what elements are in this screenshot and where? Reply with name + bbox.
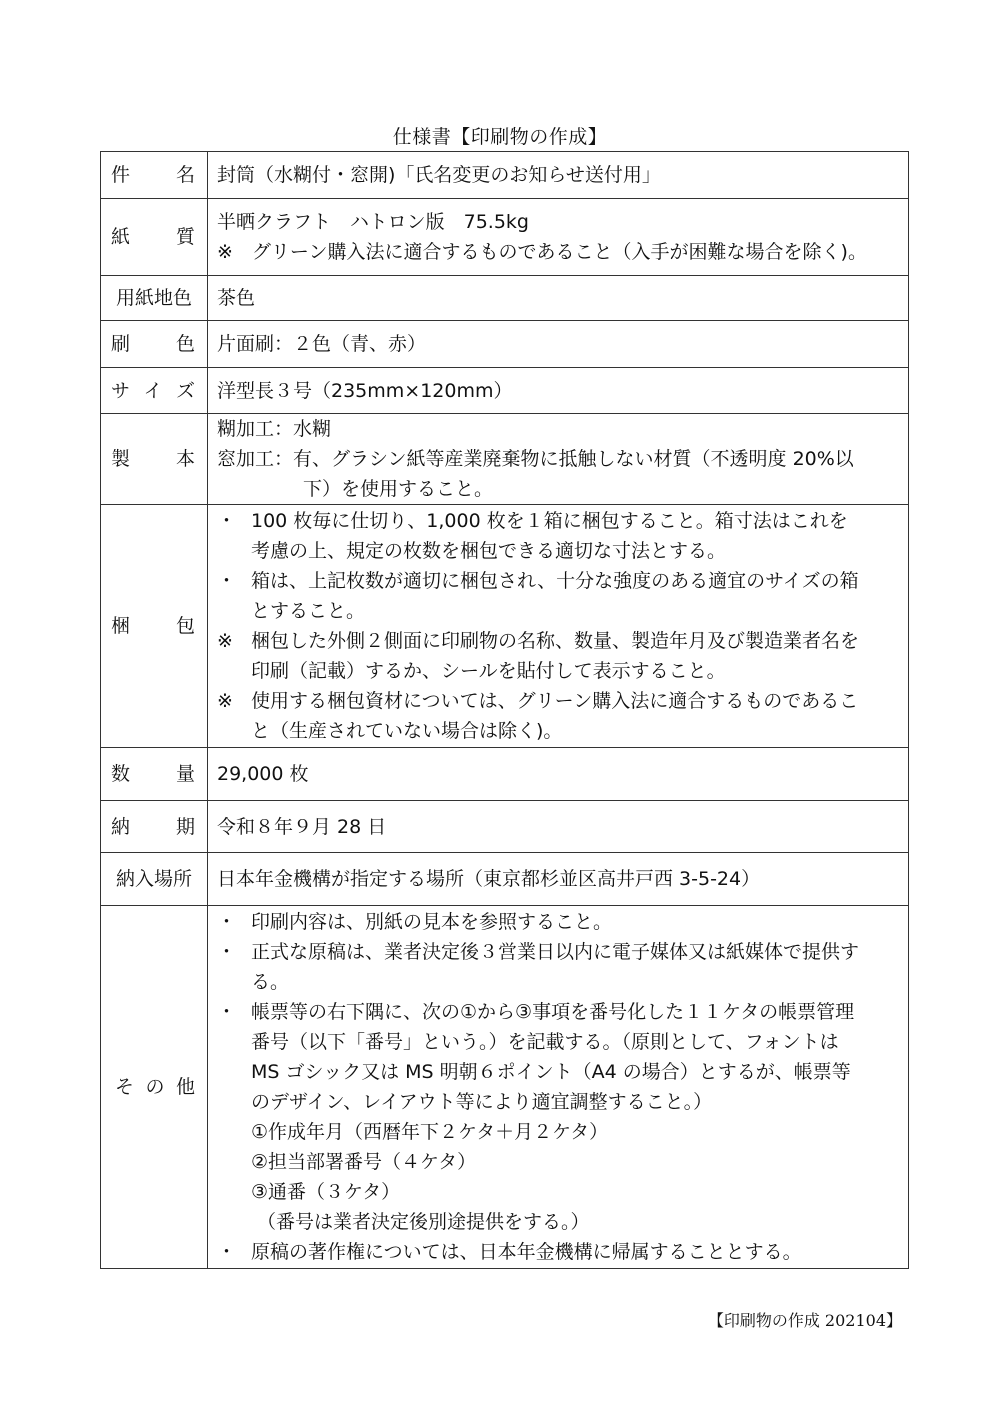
packing-item: ※ 梱包した外側２側面に印刷物の名称、数量、製造年月及び製造業者名を 印刷（記載）するか、シールを貼付して表示すること。	[217, 630, 860, 682]
number-part: ③通番（３ケタ）	[251, 1181, 401, 1203]
row-size	[101, 368, 909, 414]
row-label: 用紙地色	[115, 287, 192, 309]
row-base-color	[101, 276, 909, 321]
row-packing	[101, 505, 909, 748]
row-quantity	[101, 748, 909, 801]
row-paper	[101, 199, 909, 276]
row-value: 令和８年９月 28 日	[208, 801, 909, 853]
binding-line: 窓加工：有、グラシン紙等産業廃棄物に抵触しない材質（不透明度 20%以	[217, 448, 854, 470]
row-label: 梱 包	[111, 615, 195, 637]
row-label: 納 期	[111, 815, 195, 838]
document-footer: 【印刷物の作成 202104】	[707, 1311, 902, 1330]
row-label: 納入場所	[115, 868, 192, 890]
paper-line: 半晒クラフト ハトロン版 75.5kg	[217, 211, 529, 233]
row-other	[101, 906, 909, 1269]
binding-line: 糊加工：水糊	[217, 418, 332, 440]
row-value: 日本年金機構が指定する場所（東京都杉並区高井戸西 3-5-24）	[208, 853, 909, 906]
spec-table	[100, 151, 909, 1269]
row-label: 件 名	[111, 164, 195, 186]
row-name	[101, 152, 909, 199]
document-title: 仕様書【印刷物の作成】	[392, 126, 608, 148]
row-binding	[101, 414, 909, 505]
row-label: 紙 質	[111, 226, 195, 248]
row-label: 数 量	[111, 763, 195, 785]
row-label: 刷 色	[111, 333, 195, 355]
row-value: 封筒（水糊付・窓開)「氏名変更のお知らせ送付用」	[208, 152, 909, 199]
packing-item: ・ 100 枚毎に仕切り、1,000 枚を１箱に梱包すること。箱寸法はこれを 考慮の上、規定の枚数を梱包できる適切な寸法とする。	[217, 510, 848, 562]
binding-line: 下）を使用すること。	[303, 478, 494, 500]
paper-note: ※ グリーン購入法に適合するものであること（入手が困難な場合を除く)。	[217, 241, 867, 263]
row-value: 29,000 枚	[208, 748, 909, 801]
row-delivery-place	[101, 853, 909, 906]
number-part: ①作成年月（西暦年下２ケタ＋月２ケタ）	[251, 1121, 609, 1143]
row-delivery-date	[101, 801, 909, 853]
packing-item: ・ 箱は、上記枚数が適切に梱包され、十分な強度のある適宜のサイズの箱 とすること。	[217, 570, 859, 622]
row-print-color	[101, 321, 909, 368]
packing-item: ※ 使用する梱包資材については、グリーン購入法に適合するものであるこ と（生産されていない場合は除く)。	[217, 690, 859, 742]
row-label: 製 本	[111, 448, 195, 470]
row-value: 片面刷：２色（青、赤）	[208, 321, 909, 368]
number-note: （番号は業者決定後別途提供をする。）	[257, 1211, 590, 1233]
row-label: そ の 他	[115, 1076, 195, 1098]
row-label: サ イ ズ	[111, 379, 195, 402]
other-item: ・ 正式な原稿は、業者決定後３営業日以内に電子媒体又は紙媒体で提供す る。	[217, 941, 860, 993]
row-value: 茶色	[208, 276, 909, 321]
other-item: ・ 印刷内容は、別紙の見本を参照すること。	[217, 911, 613, 933]
other-item: ・ 原稿の著作権については、日本年金機構に帰属することとする。	[217, 1241, 802, 1263]
row-value: 洋型長３号（235mm×120mm）	[208, 368, 909, 414]
other-item: ・ 帳票等の右下隅に、次の①から③事項を番号化した１１ケタの帳票管理 番号（以下「番号」という。）を記載する。（原則として、フォントは MS ゴシック又は MS 明朝６ポイント（A4 の場合）とするが、帳票等 のデザイン、レイアウト等により適宜調整すること。）	[217, 1001, 855, 1113]
number-part: ②担当部署番号（４ケタ）	[251, 1151, 477, 1173]
